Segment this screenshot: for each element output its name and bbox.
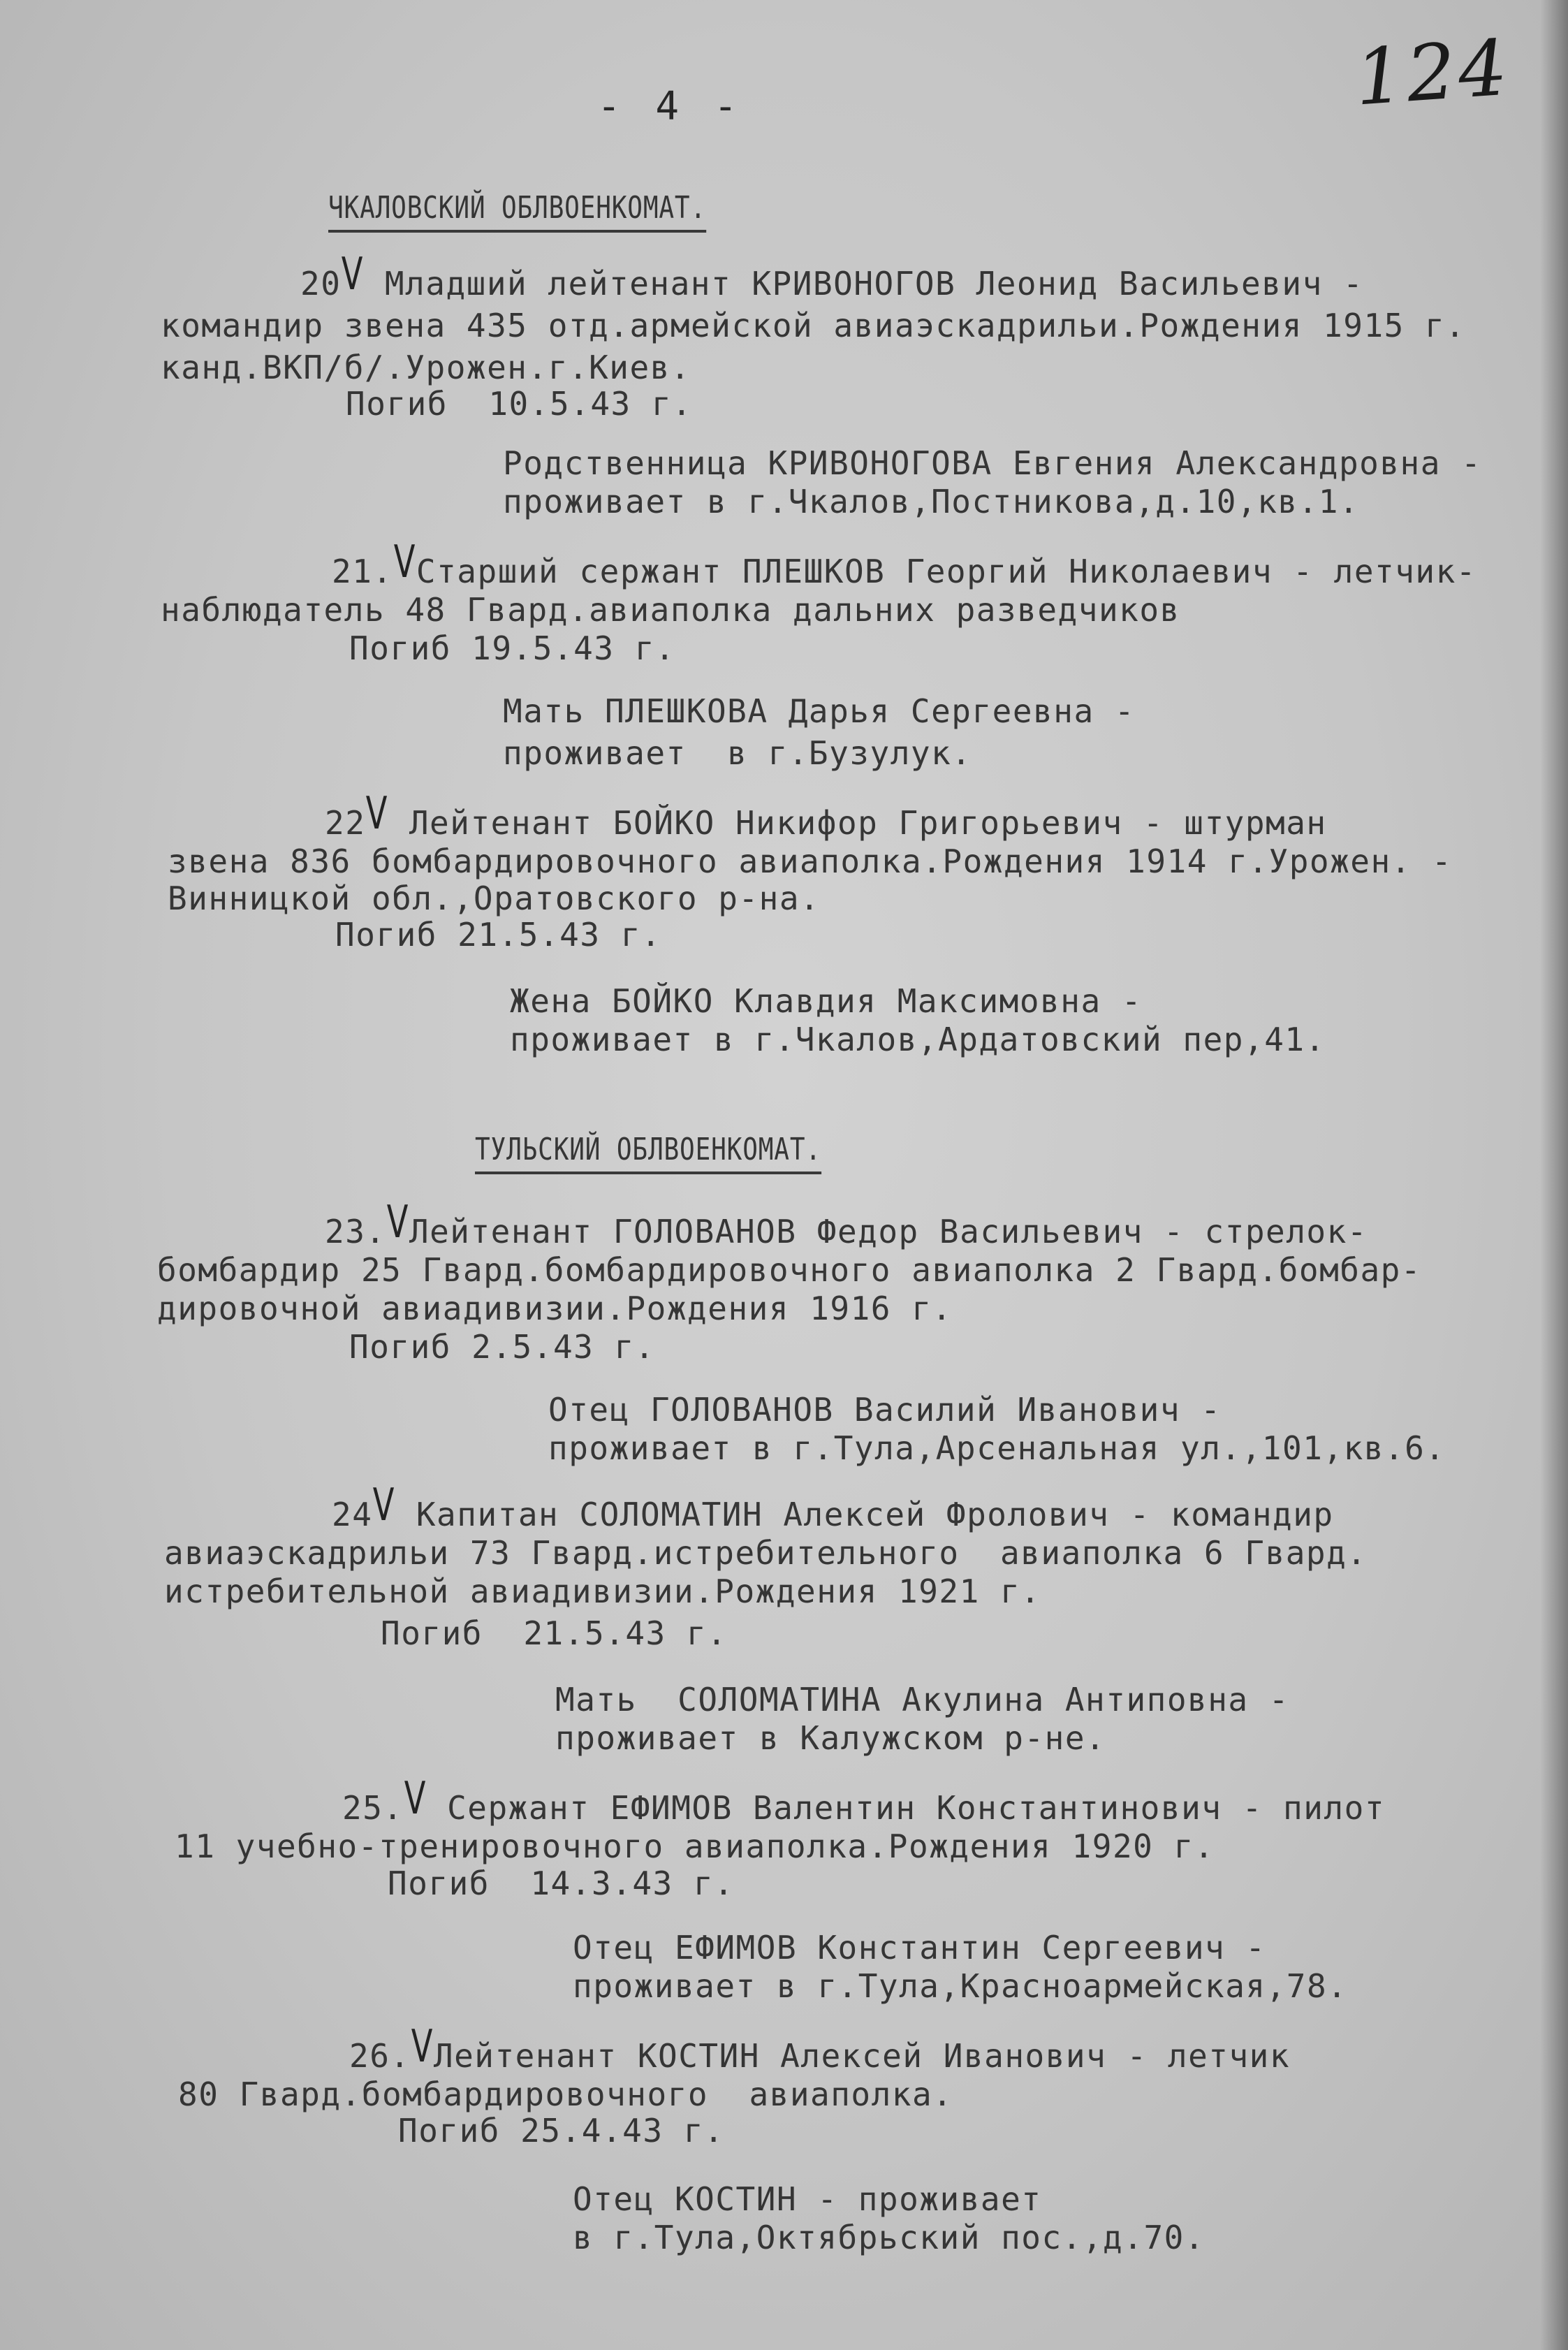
entry-20-line-3: канд.ВКП/б/.Урожен.г.Киев. [161,349,691,386]
check-mark-icon: V [393,537,416,588]
entry-26-number: 26. [349,2037,411,2075]
entry-23-number: 23. [325,1213,386,1250]
entry-21-relative-2: проживает в г.Бузулук. [503,734,972,772]
entry-22-death: Погиб 21.5.43 г. [335,916,662,954]
check-mark-icon: V [373,1480,395,1531]
entry-20-number: 20 [300,265,342,302]
entry-23-death: Погиб 2.5.43 г. [349,1328,655,1366]
page-edge-shadow [1540,0,1568,2350]
entry-24-relative-2: проживает в Калужском р-не. [555,1719,1106,1757]
entry-22-line-2: звена 836 бомбардировочного авиаполка.Рождения 1914 г.Урожен. - [168,842,1453,880]
section-title-tula: ТУЛЬСКИЙ ОБЛВОЕНКОМАТ. [475,1132,821,1174]
check-mark-icon: V [386,1197,409,1248]
entry-25-relative-1: Отец ЕФИМОВ Константин Сергеевич - [573,1929,1266,1966]
entry-24-line-1: 24V Капитан СОЛОМАТИН Алексей Фролович - командир [332,1480,1334,1533]
entry-25-relative-2: проживает в г.Тула,Красноармейская,78. [573,1967,1348,2005]
section-title-chkalov: ЧКАЛОВСКИЙ ОБЛВОЕНКОМАТ. [328,190,706,233]
entry-26-line-1: 26.VЛейтенант КОСТИН Алексей Иванович - летчик [349,2021,1291,2075]
entry-24-line-2: авиаэскадрильи 73 Гвард.истребительного авиаполка 6 Гвард. [164,1534,1368,1572]
entry-21-death: Погиб 19.5.43 г. [349,629,676,667]
entry-22-relative-2: проживает в г.Чкалов,Ардатовский пер,41. [510,1021,1326,1058]
check-mark-icon: V [404,1773,427,1825]
entry-20-line-2: командир звена 435 отд.армейской авиаэскадрильи.Рождения 1915 г. [161,307,1466,344]
entry-24-line-3: истребительной авиадивизии.Рождения 1921 г. [164,1572,1041,1610]
entry-23-relative-1: Отец ГОЛОВАНОВ Василий Иванович - [548,1391,1222,1429]
entry-26-relative-1: Отец КОСТИН - проживает [573,2180,1042,2218]
check-mark-icon: V [342,249,364,300]
entry-23-relative-2: проживает в г.Тула,Арсенальная ул.,101,кв.6. [548,1429,1446,1467]
entry-25-death: Погиб 14.3.43 г. [388,1864,735,1902]
entry-20-relative-2: проживает в г.Чкалов,Постникова,д.10,кв.1. [503,483,1360,520]
entry-24-relative-1: Мать СОЛОМАТИНА Акулина Антиповна - [555,1681,1289,1718]
entry-25-number: 25. [342,1789,404,1827]
entry-23-line-2: бомбардир 25 Гвард.бомбардировочного авиаполка 2 Гвард.бомбар- [157,1251,1422,1289]
folio-number: 124 [1351,22,1514,123]
entry-20-relative-1: Родственница КРИВОНОГОВА Евгения Александровна - [503,444,1482,482]
entry-21-relative-1: Мать ПЛЕШКОВА Дарья Сергеевна - [503,692,1136,730]
entry-24-death: Погиб 21.5.43 г. [381,1614,728,1652]
entry-25-line-1: 25.V Сержант ЕФИМОВ Валентин Константинович - пилот [342,1773,1386,1827]
entry-21-number: 21. [332,553,393,590]
entry-26-relative-2: в г.Тула,Октябрьский пос.,д.70. [573,2219,1206,2256]
entry-22-line-3: Винницкой обл.,Оратовского р-на. [168,880,821,917]
page-number: - 4 - [597,84,743,129]
entry-21-line-2: наблюдатель 48 Гвард.авиаполка дальних разведчиков [161,591,1180,629]
entry-23-line-1: 23.VЛейтенант ГОЛОВАНОВ Федор Васильевич - стрелок- [325,1197,1368,1250]
check-mark-icon: V [366,788,388,840]
entry-23-line-3: дировочной авиадивизии.Рождения 1916 г. [157,1290,953,1327]
entry-22-line-1: 22V Лейтенант БОЙКО Никифор Григорьевич - штурман [325,788,1327,842]
entry-25-line-2: 11 учебно-тренировочного авиаполка.Рождения 1920 г. [175,1827,1215,1865]
entry-26-line-2: 80 Гвард.бомбардировочного авиаполка. [178,2075,953,2113]
entry-24-number: 24 [332,1496,373,1533]
entry-22-number: 22 [325,804,366,842]
entry-20-line-1: 20V Младший лейтенант КРИВОНОГОВ Леонид Васильевич - [300,249,1364,302]
entry-21-line-1: 21.VСтарший сержант ПЛЕШКОВ Георгий Николаевич - летчик- [332,537,1477,590]
entry-26-death: Погиб 25.4.43 г. [398,2112,725,2150]
entry-20-death: Погиб 10.5.43 г. [346,385,693,423]
check-mark-icon: V [411,2021,434,2073]
entry-22-relative-1: Жена БОЙКО Клавдия Максимовна - [510,982,1143,1020]
